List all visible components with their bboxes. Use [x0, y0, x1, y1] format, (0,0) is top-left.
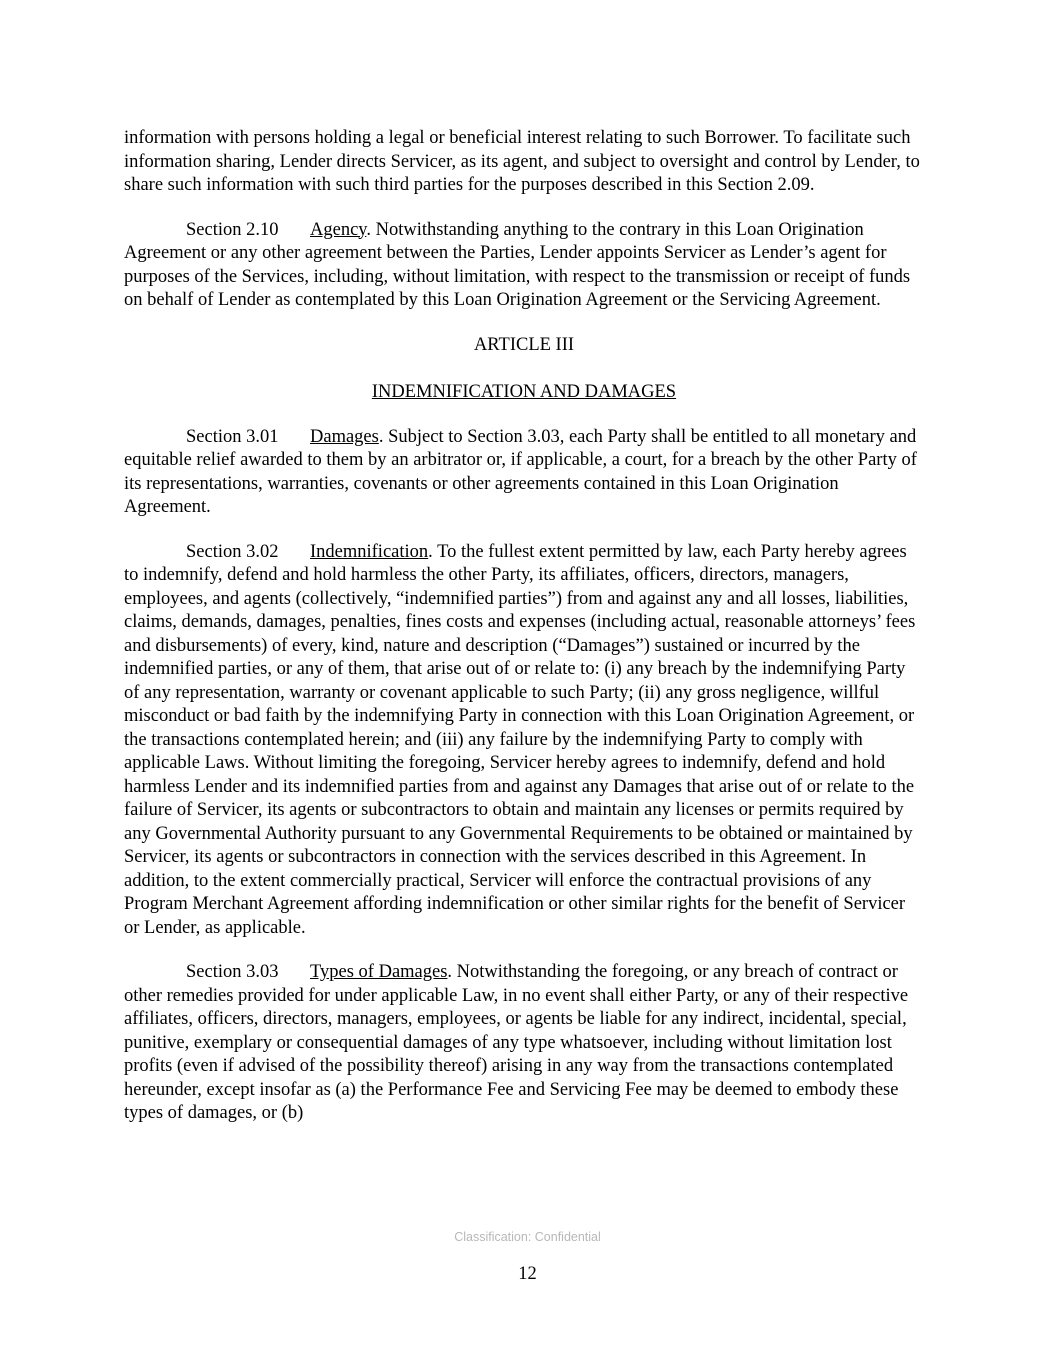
section-3-02-paragraph — [124, 541, 924, 941]
section-title: Types of Damages — [310, 962, 448, 982]
article-title: INDEMNIFICATION AND DAMAGES — [371, 382, 677, 402]
section-3-03-paragraph — [124, 961, 924, 1126]
section-number: Section 3.02 — [186, 541, 279, 562]
section-number: Section 3.01 — [186, 426, 279, 447]
section-text: . Notwithstanding anything to the contrary in this Loan Origination Agreement or any other agreement between the Parties, Lender appoints Servicer as Lender’s agent for purposes of the Services, including, without limitation, with respect to the transmission or receipt of funds on behalf of Lender as contemplated by this Loan Origination Agreement or the Servicing Agreement. — [124, 219, 911, 310]
document-page — [124, 127, 924, 1126]
section-text: . Notwithstanding the foregoing, or any breach of contract or other remedies provided for under applicable Law, in no event shall either Party, or any of their respective affiliates, officers, directors, managers, employees, or agents be liable for any indirect, incidental, special, punitive, exemplary or consequential damages of any type whatsoever, including without limitation lost profits (even if advised of the possibility thereof) arising in any way from the transactions contemplated hereunder, except insofar as (a) the Performance Fee and Servicing Fee may be deemed to embody these types of damages, or (b) — [124, 962, 909, 1123]
section-title: Agency — [310, 219, 367, 240]
classification-label: Classification: Confidential — [454, 1230, 601, 1244]
section-number: Section 2.10 — [186, 219, 279, 240]
article-heading: ARTICLE III — [473, 334, 575, 355]
section-text: . Subject to Section 3.03, each Party shall be entitled to all monetary and equitable relief awarded to them by an arbitrator or, if applicable, a court, for a breach by the other Party of its representations, warranties, covenants or other agreements contained in this Loan Origination Agreement. — [124, 426, 917, 517]
section-3-01-paragraph — [124, 426, 924, 520]
intro-paragraph: information with persons holding a legal or beneficial interest relating to such Borrower. To facilitate such information sharing, Lender directs Servicer, as its agent, and subject to oversight and control by Lender, to share such information with such third parties for the purposes described in this Section 2.09. — [124, 128, 920, 195]
section-2-10-paragraph — [124, 219, 924, 313]
section-title: Damages — [310, 426, 379, 447]
page-number: 12 — [518, 1264, 537, 1284]
section-title: Indemnification — [310, 541, 429, 562]
section-number: Section 3.03 — [186, 962, 279, 982]
section-text: . To the fullest extent permitted by law, each Party hereby agrees to indemnify, defend and hold harmless the other Party, its affiliates, officers, directors, managers, employees, and agents (collectively, “indemnified parties”) from and against any and all losses, liabilities, claims, demands, damages, penalties, fines costs and expenses (including actual, reasonable attorneys’ fees and disbursements) of every, kind, nature and description (“Damages”) sustained or incurred by the indemnified parties, or any of them, that arise out of or relate to: (i) any breach by the indemnifying Party of any representation, warranty or covenant applicable to such Party; (ii) any gross negligence, willful misconduct or bad faith by the indemnifying Party in connection with this Loan Origination Agreement, or the transactions contemplated herein; and (iii) any failure by the indemnifying Party to comply with applicable Laws. Without limiting the foregoing, Servicer hereby agrees to indemnify, defend and hold harmless Lender and its indemnified parties from and against any Damages that arise out of or relate to the failure of Servicer, its agents or subcontractors to obtain and maintain any licenses or permits required by any Governmental Authority pursuant to any Governmental Requirements to be obtained or maintained by Servicer, its agents or subcontractors in connection with the services described in this Agreement. In addition, to the extent commercially practical, Servicer will enforce the contractual provisions of any Program Merchant Agreement affording indemnification or other similar rights for the benefit of Servicer or Lender, as applicable. — [124, 541, 916, 938]
